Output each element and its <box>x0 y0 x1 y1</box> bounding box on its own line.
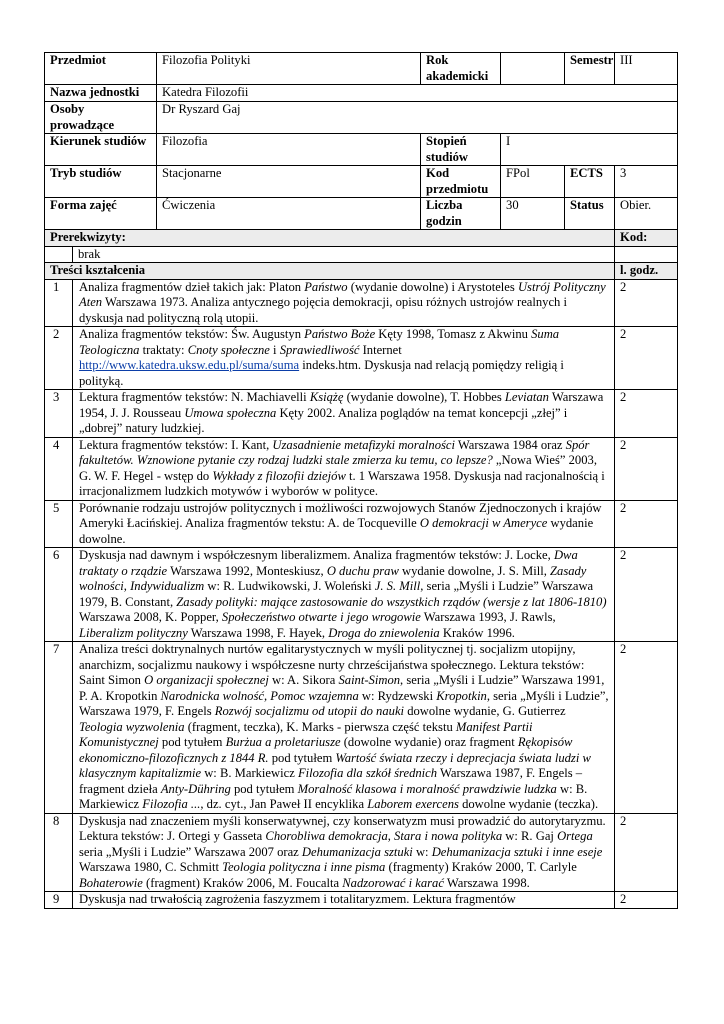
prereq-code-label: Kod: <box>615 230 678 247</box>
title-italic: Filozofia dla szkół średnich <box>297 766 438 780</box>
title-italic: Narodnicka wolność, Pomoc wzajemna <box>160 688 359 703</box>
title-italic: Rozwój socjalizmu od utopii do nauki <box>214 704 405 718</box>
row-hours: 2 <box>615 813 678 892</box>
text-fragment: Dyskusja nad dawnym i współczesnym liberalizmem. Analiza fragmentów tekstów: J. Locke, <box>79 548 554 562</box>
row-number: 5 <box>45 500 73 548</box>
title-italic: Stara i nowa polityka <box>394 829 503 843</box>
semester-value: III <box>615 53 678 85</box>
title-italic: Wartość świata rzeczy i deprecjacja świata ludzi w klasycznym kapitalizmie <box>79 750 591 780</box>
hours-value: 30 <box>501 198 565 230</box>
url-link[interactable]: http://www.katedra.uksw.edu.pl/suma/suma <box>79 358 300 372</box>
row-hours: 2 <box>615 390 678 438</box>
text-fragment: dowolne wydanie (teczka). <box>458 797 599 811</box>
text-fragment: (wydanie dowolne) i Arystoteles <box>347 279 518 294</box>
text-fragment: „Nowa Wieś” 2003, G. W. F. Hegel - wstęp do <box>79 453 597 483</box>
row-prereq-header <box>45 230 678 247</box>
form-label: Forma zajęć <box>45 198 157 230</box>
row-hours: 2 <box>615 642 678 814</box>
text-fragment: Warszawa 1954, J. J. Rousseau <box>79 390 604 420</box>
row-number: 4 <box>45 437 73 500</box>
row-hours: 2 <box>615 279 678 327</box>
title-italic: Państwo <box>304 279 348 294</box>
field-label: Kierunek studiów <box>45 134 157 166</box>
unit-value: Katedra Filozofii <box>157 85 678 102</box>
row-hours: 2 <box>615 437 678 500</box>
text-fragment: w: B. Markiewicz <box>79 781 588 811</box>
title-italic: Saint-Simon <box>338 673 401 687</box>
form-value: Ćwiczenia <box>157 198 421 230</box>
syllabus-table <box>44 52 678 909</box>
text-fragment: , seria „Myśli i Ludzie”, Warszawa 1979, F. Engels <box>79 688 609 718</box>
mode-label: Tryb studiów <box>45 166 157 198</box>
degree-value: I <box>501 134 678 166</box>
title-italic: Burżua a proletariusze <box>225 735 341 749</box>
text-fragment: Warszawa 1998. <box>443 875 530 890</box>
content-row <box>45 390 678 438</box>
title-italic: Kropotkin <box>436 688 487 703</box>
title-italic: Moralność klasowa i moralność prawdziwie ludzka <box>297 781 557 796</box>
text-fragment: Warszawa 1980, C. Schmitt <box>79 860 223 874</box>
row-teacher <box>45 102 678 134</box>
row-number: 9 <box>45 892 73 909</box>
title-italic: Chorobliwa demokracja <box>265 829 388 843</box>
text-fragment: indeks.htm. Dyskusja nad relacją pomiędzy religią i polityką. <box>79 358 564 388</box>
text-fragment: pod tytułem <box>230 781 298 796</box>
teacher-label: Osoby prowadzące <box>45 102 157 134</box>
title-italic: Sprawiedliwość <box>279 342 360 357</box>
prereq-value: brak <box>73 246 615 263</box>
field-value: Filozofia <box>157 134 421 166</box>
text-fragment: dowolne wydanie, G. Gutierrez <box>404 704 566 718</box>
mode-value: Stacjonarne <box>157 166 421 198</box>
text-fragment: , seria „Myśli i Ludzie” Warszawa 1991, P. A. Kropotkin <box>79 673 605 703</box>
text-fragment: pod tytułem <box>158 735 226 749</box>
text-fragment: Warszawa 1993, J. Rawls, <box>420 610 556 624</box>
title-italic: Leviatan <box>504 390 549 404</box>
row-content-header <box>45 263 678 280</box>
text-fragment: i <box>269 342 280 357</box>
text-fragment: Internet <box>359 342 402 357</box>
text-fragment: Warszawa 1998, F. Hayek, <box>187 625 329 640</box>
row-prereq-value <box>45 246 678 263</box>
title-italic: Manifest Partii Komunistycznej <box>79 719 533 749</box>
row-hours: 2 <box>615 892 678 909</box>
text-fragment: Warszawa 1984 oraz <box>455 437 566 452</box>
title-italic: Nadzorować i karać <box>342 875 444 890</box>
row-subject <box>45 53 678 85</box>
content-row <box>45 548 678 642</box>
content-row <box>45 500 678 548</box>
row-mode <box>45 166 678 198</box>
row-description <box>73 548 615 642</box>
row-field <box>45 134 678 166</box>
row-description <box>73 892 615 909</box>
text-fragment: (dowolne wydanie) oraz fragment <box>340 735 518 749</box>
text-fragment: (fragment) Kraków 2006, M. Foucalta <box>142 875 343 890</box>
text-fragment: w: Rydzewski <box>358 688 437 703</box>
text-fragment: Porównanie rodzaju ustrojów politycznych i możliwości rozwojowych Stanów Zjednoczonych i krajów Ameryki Łacińskiej. Analiza fragmentów tekstu: A. de Tocqueville <box>79 500 602 530</box>
teacher-value: Dr Ryszard Gaj <box>157 102 678 134</box>
ects-value: 3 <box>615 166 678 198</box>
degree-label: Stopień studiów <box>421 134 501 166</box>
text-fragment: Dyskusja nad znaczeniem myśli konserwatywnej, czy konserwatyzm musi prowadzić do autorytaryzmu. Lektura tekstów: J. Ortegi y Gasseta <box>79 813 606 843</box>
row-hours: 2 <box>615 500 678 548</box>
text-fragment: seria „Myśli i Ludzie” Warszawa 2007 oraz <box>79 844 302 859</box>
content-row <box>45 642 678 814</box>
text-fragment: (wydanie dowolne), T. Hobbes <box>343 390 505 404</box>
text-fragment: Warszawa 1992, Monteskiusz, <box>167 563 327 578</box>
row-description <box>73 279 615 327</box>
title-italic: Ortega <box>557 829 593 843</box>
title-italic: Anty-Dühring <box>160 781 231 796</box>
text-fragment: Warszawa 2008, K. Popper, <box>79 610 222 624</box>
status-value: Obier. <box>615 198 678 230</box>
title-italic: Społeczeństwo otwarte i jego wrogowie <box>221 610 421 624</box>
text-fragment: , <box>123 579 131 593</box>
text-fragment: wydanie dowolne, J. S. Mill, <box>398 563 551 578</box>
text-fragment: Analiza fragmentów dzieł takich jak: Platon <box>79 279 305 294</box>
title-italic: Zasady wolności <box>79 563 587 593</box>
row-form <box>45 198 678 230</box>
title-italic: Filozofia ... <box>142 797 201 811</box>
content-row <box>45 279 678 327</box>
title-italic: J. S. Mill <box>374 579 421 593</box>
title-italic: O duchu praw <box>326 563 399 578</box>
subject-label: Przedmiot <box>45 53 157 85</box>
course-sheet <box>44 52 677 909</box>
content-row <box>45 892 678 909</box>
text-fragment: w: B. Markiewicz <box>201 766 298 780</box>
status-label: Status <box>565 198 615 230</box>
title-italic: Umowa społeczna <box>184 405 277 420</box>
content-row <box>45 437 678 500</box>
text-fragment: , seria „Myśli i Ludzie” Warszawa 1979, B. Constant, <box>79 579 594 609</box>
title-italic: Suma Teologiczna <box>79 327 560 357</box>
title-italic: Teologia wyzwolenia <box>79 719 185 734</box>
row-description <box>73 327 615 390</box>
text-fragment: pod tytułem <box>268 750 336 765</box>
text-fragment: Kraków 1996. <box>439 625 515 640</box>
prereq-label: Prerekwizyty: <box>45 230 615 247</box>
row-number: 6 <box>45 548 73 642</box>
row-description <box>73 500 615 548</box>
code-label: Kod przedmiotu <box>421 166 501 198</box>
row-number: 8 <box>45 813 73 892</box>
text-fragment: Kęty 2002. Analiza poglądów na temat koncepcji „złej” i „dobrej” natury ludzkiej. <box>79 405 568 435</box>
year-value <box>501 53 565 85</box>
row-description <box>73 813 615 892</box>
prereq-spacer <box>45 246 73 263</box>
title-italic: Liberalizm polityczny <box>79 625 188 640</box>
row-unit <box>45 85 678 102</box>
title-italic: Spór fakultetów. Wznowione pytanie czy rodzaj ludzki stale zmierza ku temu, co lepsze? <box>79 437 590 467</box>
title-italic: Teologia polityczna i inne pisma <box>222 860 386 874</box>
title-italic: Laborem exercens <box>367 797 459 811</box>
title-italic: Książę <box>309 390 344 404</box>
text-fragment: Dyskusja nad trwałością zagrożenia faszyzmem i totalitaryzmem. Lektura fragmentów <box>79 892 516 906</box>
text-fragment: w: R. Ludwikowski, J. Woleński <box>204 579 375 593</box>
row-hours: 2 <box>615 548 678 642</box>
ects-label: ECTS <box>565 166 615 198</box>
text-fragment: Analiza fragmentów tekstów: Św. Augustyn <box>79 327 305 341</box>
title-italic: Państwo Boże <box>304 327 376 341</box>
content-row <box>45 327 678 390</box>
title-italic: Ustrój Polityczny Aten <box>79 279 606 309</box>
text-fragment: w: <box>412 844 432 859</box>
title-italic: Dwa traktaty o rządzie <box>79 548 578 578</box>
text-fragment: Analiza treści doktrynalnych nurtów egalitarystycznych w myśli politycznej tj. socjalizm utopijny, anarchizm, socjalizmu naukowy i współczesne nurty chrześcijaństwa społecznego. Lektura tekstów: Saint Simon <box>79 642 585 687</box>
title-italic: Zasady polityki: mające zastosowanie do wszystkich rządów (wersje z lat 1806-1810) <box>176 594 607 609</box>
code-value: FPol <box>501 166 565 198</box>
title-italic: Rękopisów ekonomiczno-filozoficznych z 1844 R. <box>79 735 573 765</box>
title-italic: Dehumanizacja sztuki i inne eseje <box>431 844 603 859</box>
year-label: Rok akademicki <box>421 53 501 85</box>
title-italic: Bohaterowie <box>79 875 143 890</box>
title-italic: Wykłady z filozofii dziejów <box>212 468 346 483</box>
prereq-code-value <box>615 246 678 263</box>
content-hours-label: l. godz. <box>615 263 678 280</box>
title-italic: O demokracji w Ameryce <box>419 516 548 530</box>
text-fragment: Kęty 1998, Tomasz z Akwinu <box>375 327 532 341</box>
row-number: 2 <box>45 327 73 390</box>
row-description <box>73 642 615 814</box>
text-fragment: t. 1 Warszawa 1958. Dyskusja nad racjonalnością i irracjonalizmem ludzkich motywów i wyborów w polityce. <box>79 468 605 498</box>
semester-label: Semestr <box>565 53 615 85</box>
text-fragment: w: R. Gaj <box>502 829 558 843</box>
title-italic: Dehumanizacja sztuki <box>301 844 413 859</box>
text-fragment: Lektura fragmentów tekstów: I. Kant, <box>79 437 273 452</box>
content-row <box>45 813 678 892</box>
text-fragment: (fragment, teczka), K. Marks - pierwsza część tekstu <box>184 719 456 734</box>
row-number: 3 <box>45 390 73 438</box>
subject-value: Filozofia Polityki <box>157 53 421 85</box>
text-fragment: traktaty: <box>139 342 188 357</box>
text-fragment: Warszawa 1987, F. Engels – fragment dzieła <box>79 766 583 796</box>
title-italic: Indywidualizm <box>130 579 205 593</box>
row-description <box>73 437 615 500</box>
row-hours: 2 <box>615 327 678 390</box>
title-italic: Uzasadnienie metafizyki moralności <box>272 437 455 452</box>
title-italic: Cnoty społeczne <box>187 342 270 357</box>
text-fragment: , <box>387 829 395 843</box>
text-fragment: w: A. Sikora <box>268 673 339 687</box>
text-fragment: Warszawa 1973. Analiza antycznego pojęcia demokracji, opisu różnych ustrojów realnych i dyskusja nad polityczną rolą utopii. <box>79 295 568 325</box>
content-label: Treści kształcenia <box>45 263 615 280</box>
row-description <box>73 390 615 438</box>
text-fragment: Lektura fragmentów tekstów: N. Machiavelli <box>79 390 310 404</box>
text-fragment: , dz. cyt., Jan Paweł II encyklika <box>200 797 368 811</box>
text-fragment: (fragmenty) Kraków 2000, T. Carlyle <box>385 860 577 874</box>
row-number: 7 <box>45 642 73 814</box>
title-italic: O organizacji społecznej <box>144 673 269 687</box>
unit-label: Nazwa jednostki <box>45 85 157 102</box>
text-fragment: wydanie dowolne. <box>79 516 594 546</box>
title-italic: Droga do zniewolenia <box>328 625 440 640</box>
row-number: 1 <box>45 279 73 327</box>
hours-label: Liczba godzin <box>421 198 501 230</box>
